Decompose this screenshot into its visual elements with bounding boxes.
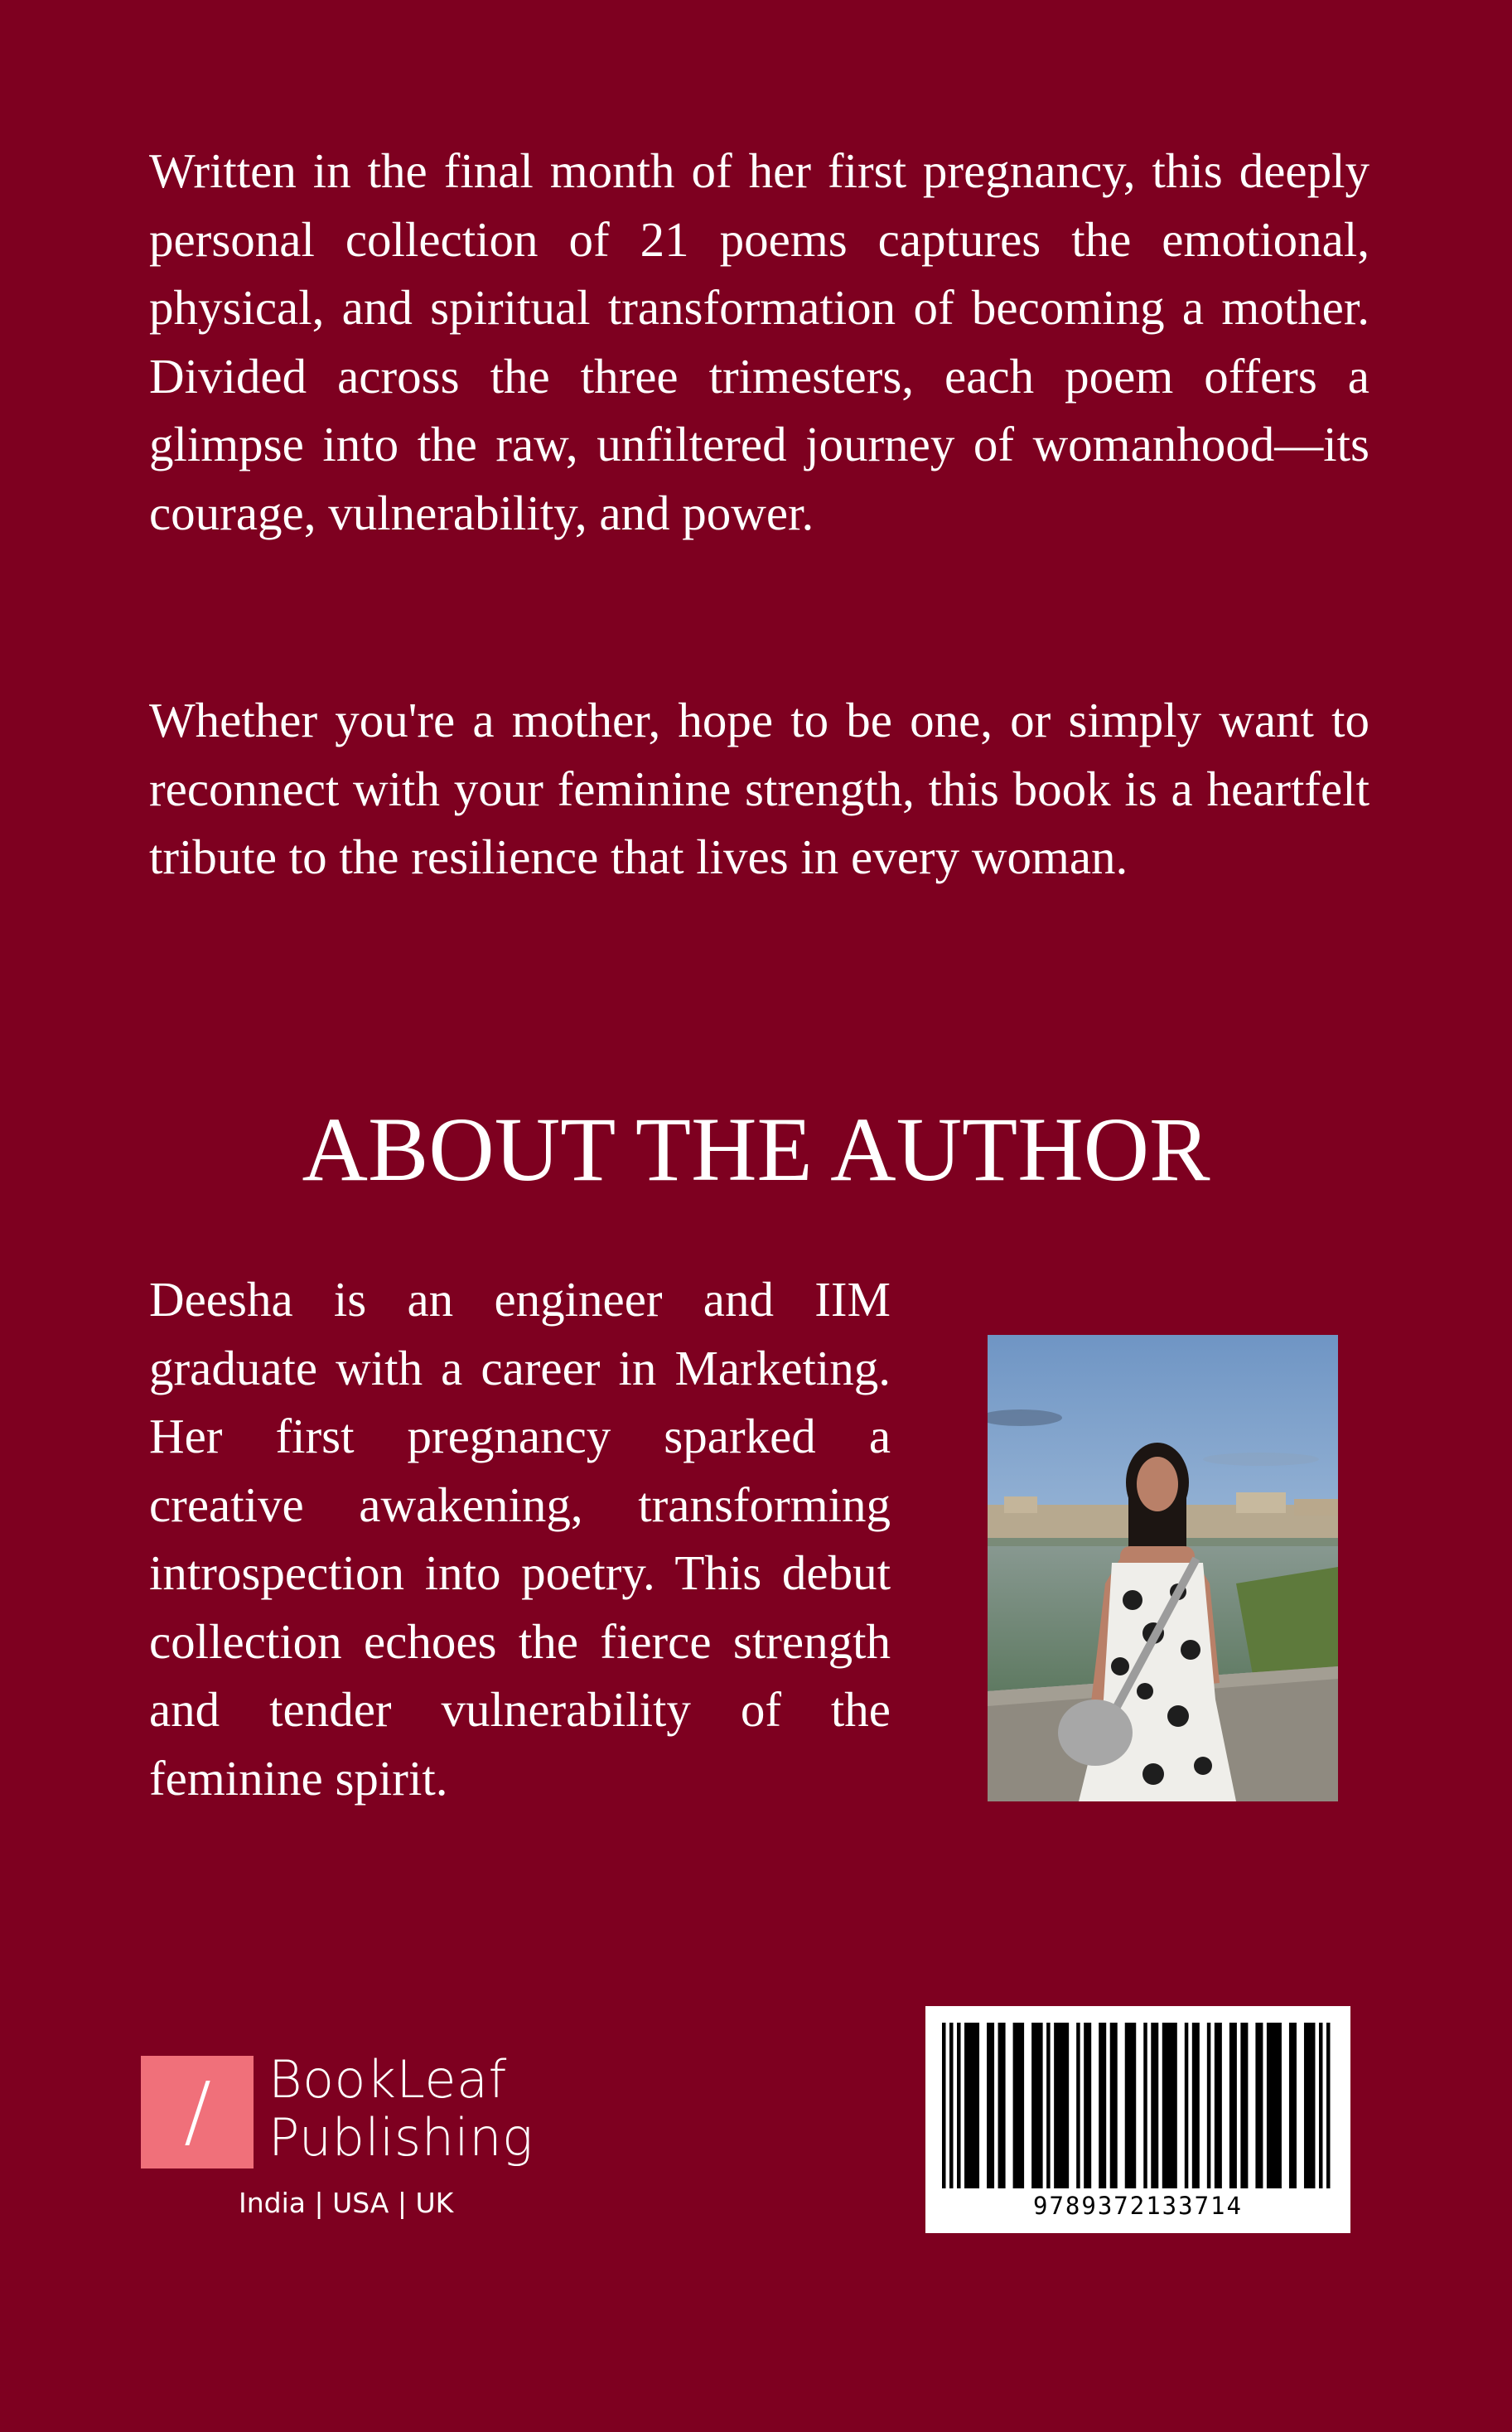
isbn-number: 9789372133714 — [1033, 2192, 1243, 2220]
publisher-mark-icon — [141, 2056, 254, 2168]
barcode-bar — [1031, 2023, 1043, 2188]
barcode-bar — [1185, 2023, 1189, 2188]
publisher-name — [268, 2051, 534, 2167]
barcode-bar — [987, 2023, 994, 2188]
publisher-name-line-1: BookLeaf — [268, 2049, 507, 2110]
barcode-bar — [998, 2023, 1006, 2188]
barcode-bar — [1192, 2023, 1200, 2188]
author-portrait-icon — [988, 1335, 1338, 1801]
barcode-bar — [1151, 2023, 1158, 2188]
barcode-bar — [1304, 2023, 1316, 2188]
barcode-bar — [1110, 2023, 1118, 2188]
barcode-bar — [1084, 2023, 1091, 2188]
barcode-bar — [1099, 2023, 1106, 2188]
publisher-regions: India | USA | UK — [239, 2187, 454, 2219]
author-photo — [988, 1335, 1338, 1801]
barcode-bar — [942, 2023, 946, 2188]
barcode-bar — [1326, 2023, 1331, 2188]
publisher-name-line-2: Publishing — [268, 2107, 534, 2168]
barcode-bar — [1076, 2023, 1080, 2188]
barcode-bar — [1054, 2023, 1069, 2188]
barcode-bar — [957, 2023, 961, 2188]
barcode-bar — [1125, 2023, 1137, 2188]
barcode-bar — [1255, 2023, 1263, 2188]
barcode-bar — [1046, 2023, 1051, 2188]
barcode-bar — [1013, 2023, 1025, 2188]
blurb-paragraph-2: Whether you're a mother, hope to be one, or simply want to reconnect with your feminine strength, this book is a heartfelt tribute to the resilience that lives in every woman. — [149, 693, 1369, 884]
barcode-bar — [949, 2023, 954, 2188]
blurb-paragraph-1: Written in the final month of her first pregnancy, this deeply personal collection of 21 poems captures the emotional, physical, and spiritual transformation of becoming a mother. Divided across the three trimesters, each poem offers a glimpse into the raw, unfiltered journey of womanhood—its courage, vulnerability, and power. — [149, 143, 1369, 540]
barcode-icon — [942, 2023, 1334, 2188]
author-bio: Deesha is an engineer and IIM graduate with a career in Marketing. Her first pregnancy sparked a creative awakening, transforming introspection into poetry. This debut collection echoes the fierce strength and tender vulnerability of the feminine spirit. — [149, 1272, 891, 1806]
barcode-bar — [1267, 2023, 1282, 2188]
barcode-bar — [1240, 2023, 1248, 2188]
publisher-logo — [141, 2051, 572, 2233]
isbn-barcode — [925, 2006, 1350, 2233]
barcode-bar — [1143, 2023, 1147, 2188]
barcode-bar — [1162, 2023, 1177, 2188]
barcode-bar — [1215, 2023, 1222, 2188]
barcode-bar — [964, 2023, 979, 2188]
barcode-bar — [1289, 2023, 1297, 2188]
barcode-bar — [1319, 2023, 1323, 2188]
barcode-bar — [1229, 2023, 1237, 2188]
barcode-bar — [1207, 2023, 1211, 2188]
about-author-heading: ABOUT THE AUTHOR — [302, 1099, 1210, 1200]
